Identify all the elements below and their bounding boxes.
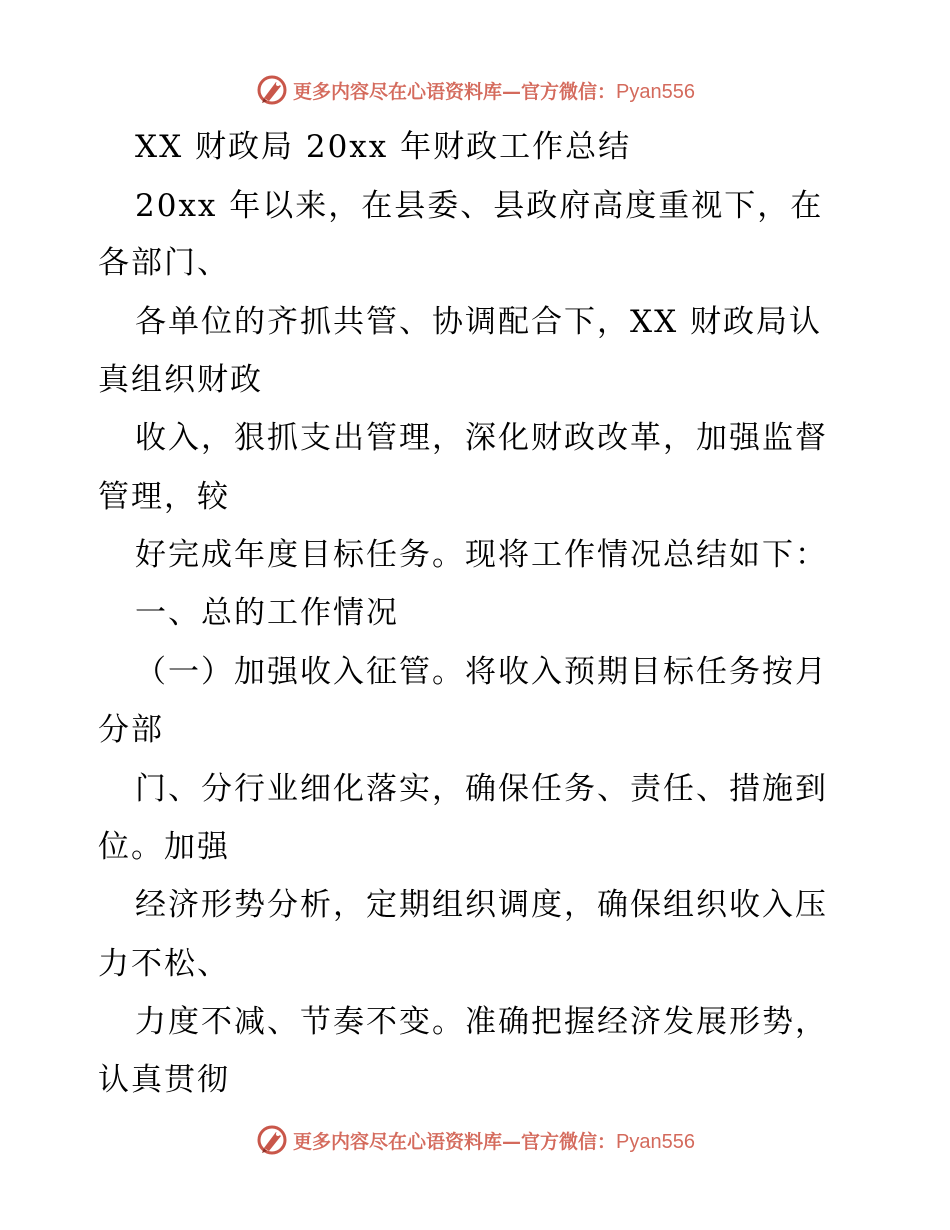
paragraph-line: 力度不减、节奏不变。准确把握经济发展形势， bbox=[135, 1004, 828, 1040]
paragraph-line: 各部门、 bbox=[98, 245, 230, 281]
paragraph-line: 力不松、 bbox=[98, 946, 230, 982]
footer-watermark bbox=[0, 1120, 950, 1160]
section-heading: 一、总的工作情况 bbox=[135, 595, 399, 631]
pen-logo-icon bbox=[255, 73, 289, 107]
watermark-contact-label: 官方微信： bbox=[521, 1130, 617, 1153]
watermark-separator: — bbox=[502, 1130, 522, 1153]
paragraph-line: 认真贯彻 bbox=[98, 1062, 230, 1098]
watermark-brand: 更多内容尽在心语资料库 bbox=[293, 1130, 503, 1153]
paragraph-line: 管理，较 bbox=[98, 479, 230, 515]
pen-logo-icon bbox=[255, 1123, 289, 1157]
watermark-contact-id: Pyan556 bbox=[616, 1130, 695, 1153]
watermark-brand: 更多内容尽在心语资料库 bbox=[293, 80, 503, 103]
watermark-contact-id: Pyan556 bbox=[616, 80, 695, 103]
paragraph-line: 收入，狠抓支出管理，深化财政改革，加强监督 bbox=[135, 420, 828, 456]
document-title: XX 财政局 20xx 年财政工作总结 bbox=[135, 129, 632, 165]
header-watermark bbox=[0, 70, 950, 110]
paragraph-line: 各单位的齐抓共管、协调配合下，XX 财政局认 bbox=[135, 304, 822, 340]
watermark-separator: — bbox=[502, 80, 522, 103]
paragraph-line: 分部 bbox=[98, 712, 164, 748]
paragraph-line: （一）加强收入征管。将收入预期目标任务按月 bbox=[135, 654, 828, 690]
paragraph-line: 位。加强 bbox=[98, 829, 230, 865]
watermark-contact-label: 官方微信： bbox=[521, 80, 617, 103]
paragraph-line: 真组织财政 bbox=[98, 362, 263, 398]
paragraph-line: 经济形势分析，定期组织调度，确保组织收入压 bbox=[135, 887, 828, 923]
paragraph-line: 20xx 年以来，在县委、县政府高度重视下，在 bbox=[135, 188, 824, 224]
paragraph-line: 好完成年度目标任务。现将工作情况总结如下： bbox=[135, 537, 828, 573]
paragraph-line: 门、分行业细化落实，确保任务、责任、措施到 bbox=[135, 771, 828, 807]
